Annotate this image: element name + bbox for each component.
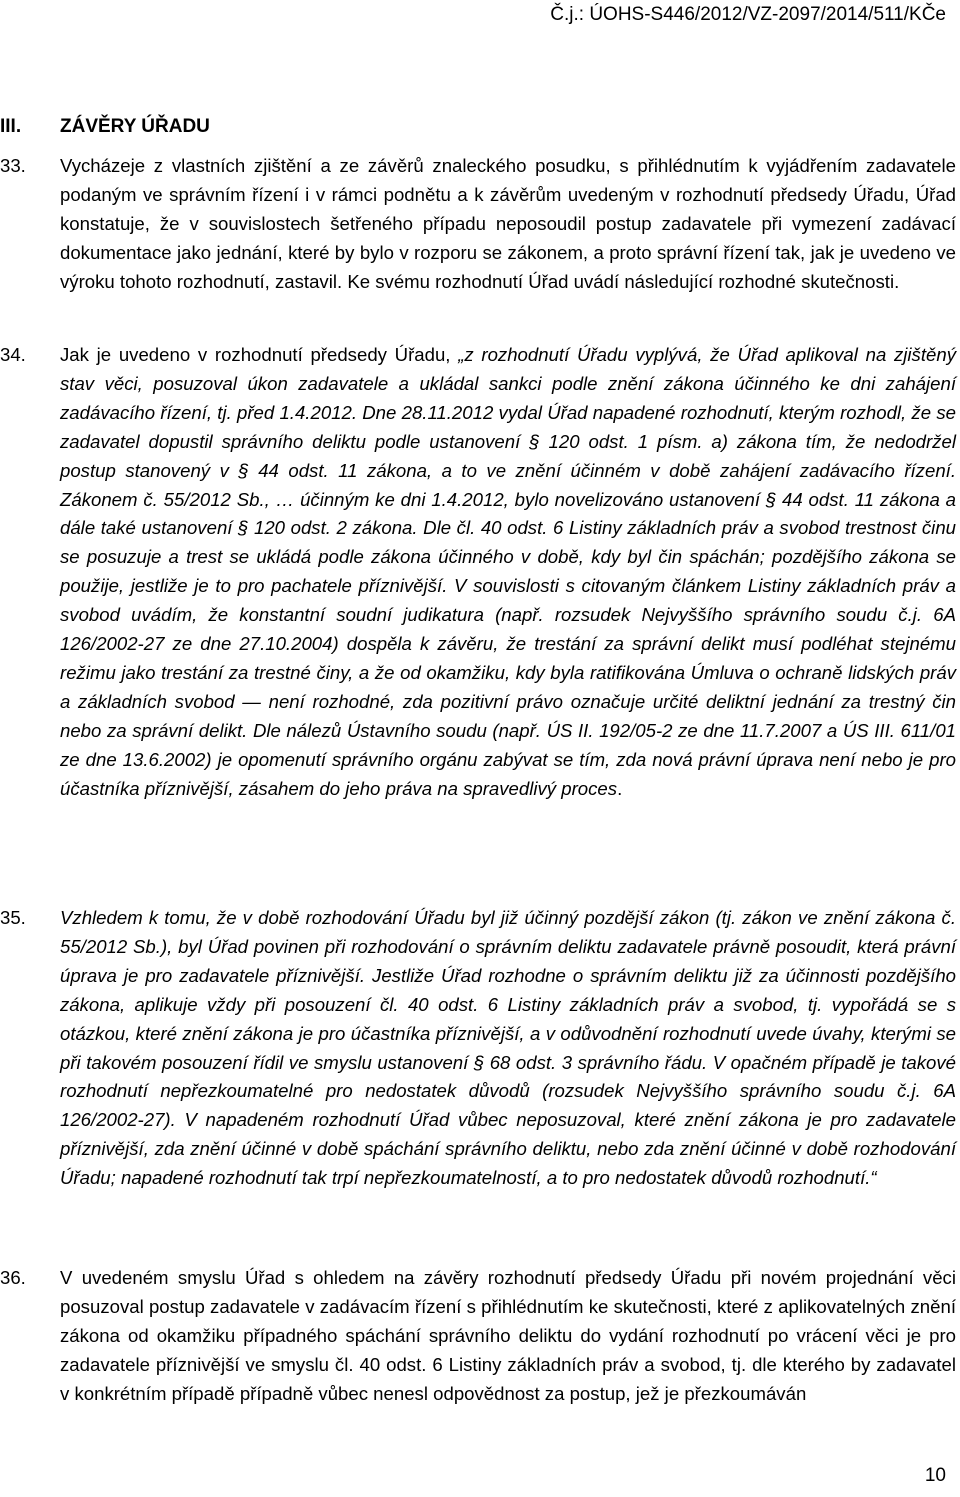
section-number: III.	[0, 116, 22, 137]
page-number: 10	[924, 1465, 946, 1486]
paragraph-36	[0, 1264, 958, 1409]
paragraph-text	[60, 904, 956, 1193]
paragraph-33	[0, 152, 958, 297]
paragraph-text	[60, 341, 956, 804]
paragraph-number: 34.	[0, 344, 26, 365]
text-segment: .	[617, 777, 623, 799]
section-title: ZÁVĚRY ÚŘADU	[60, 116, 210, 137]
text-segment: V uvedeném smyslu Úřad s ohledem na závěry rozhodnutí předsedy Úřadu při novém projednání věci posuzoval postup zadavatele v zadávacím řízení s přihlédnutím ke skutečnosti, které z aplikovatelných znění zákona od okamžiku případného spáchání správního deliktu do vydání rozhodnutí po vrácení věci je pro zadavatele příznivější ve smyslu čl. 40 odst. 6 Listiny základních práv a svobod, tj. dle kterého by zadavatel v konkrétním případě případně vůbec nenesl odpovědnost za postup, jež je přezkoumáván	[60, 1267, 956, 1404]
quoted-text-segment: Vzhledem k tomu, že v době rozhodování Úřadu byl již účinný pozdější zákon (tj. zákon ve znění zákona č. 55/2012 Sb.), byl Úřad povinen při rozhodování o správním deliktu zadavatele právně posoudit, která právní úprava je pro zadavatele příznivější. Jestliže Úřad rozhodne o správním deliktu již za účinnosti pozdějšího zákona, aplikuje vždy při posouzení čl. 40 odst. 6 Listiny základních práv a svobod, tj. vypořádá se s otázkou, které znění zákona je pro účastníka příznivější, a v odůvodnění rozhodnutí uvede úvahy, kterými se při takovém posouzení řídil ve smyslu ustanovení § 68 odst. 3 správního řádu. V opačném případě je takové rozhodnutí nepřezkoumatelné pro nedostatek důvodů (rozsudek Nejvyššího správního soudu č.j. 6A 126/2002-27). V napadeném rozhodnutí Úřad vůbec neposuzoval, které znění zákona je pro zadavatele příznivější, zda znění účinné v době spáchání správního deliktu, nebo zda znění účinné v době rozhodování Úřadu; napadené rozhodnutí tak trpí nepřezkoumatelností, a to pro nedostatek důvodů rozhodnutí.“	[60, 907, 956, 1189]
document-reference: Č.j.: ÚOHS-S446/2012/VZ-2097/2014/511/KČe	[550, 4, 946, 25]
text-segment: Jak je uvedeno v rozhodnutí předsedy Úřadu,	[60, 344, 459, 365]
paragraph-34	[0, 341, 958, 804]
paragraph-text	[60, 1264, 956, 1409]
quoted-text-segment: „z rozhodnutí Úřadu vyplývá, že Úřad aplikoval na zjištěný stav věci, posuzoval úkon zadavatele a ukládal sankci podle znění zákona účinného ke dni zahájení zadávacího řízení, tj. před 1.4.2012. Dne 28.11.2012 vydal Úřad napadené rozhodnutí, kterým rozhodl, že se zadavatel dopustil správního deliktu podle ustanovení § 120 odst. 1 písm. a) zákona tím, že nedodržel postup stanovený v § 44 odst. 11 zákona, a to ve znění účinném v době zahájení zadávacího řízení. Zákonem č. 55/2012 Sb., … účinným ke dni 1.4.2012, bylo novelizováno ustanovení § 44 odst. 11 zákona a dále také ustanovení § 120 odst. 2 zákona. Dle čl. 40 odst. 6 Listiny základních práv a svobod trestnost činu se posuzuje a trest se ukládá podle zákona účinného v době, kdy byl čin spáchán; pozdějšího zákona se použije, jestliže je to pro pachatele příznivější. V souvislosti s citovaným článkem Listiny základních práv a svobod uvádím, že konstantní soudní judikatura (např. rozsudek Nejvyššího správního soudu č.j. 6A 126/2002-27 ze dne 27.10.2004) dospěla k závěru, že trestání za správní delikt musí podléhat stejnému režimu jako trestání za trestné činy, a že od okamžiku, kdy byla ratifikována Úmluva o ochraně lidských práv a základních svobod — není rozhodné, zda pozitivní právo označuje určité deliktní jednání za trestný čin nebo za správní delikt. Dle nálezů Ústavního soudu (např. ÚS II. 192/05-2 ze dne 11.7.2007 a ÚS III. 611/01 ze dne 13.6.2002) je opomenutí správního orgánu zabývat se tím, zda nová právní úprava není nebo je pro účastníka příznivější, zásahem do jeho práva na spravedlivý proces	[60, 344, 957, 799]
section-heading	[0, 116, 210, 138]
text-segment: Vycházeje z vlastních zjištění a ze závěrů znaleckého posudku, s přihlédnutím k vyjádřením zadavatele podaným ve správním řízení i v rámci podnětu a k závěrům uvedeným v rozhodnutí předsedy Úřadu, Úřad konstatuje, že v souvislostech šetřeného případu neposoudil postup zadavatele při vymezení zadávací dokumentace jako jednání, které by bylo v rozporu se zákonem, a proto správní řízení tak, jak je uvedeno ve výroku tohoto rozhodnutí, zastavil. Ke svému rozhodnutí Úřad uvádí následující rozhodné skutečnosti.	[60, 155, 956, 292]
paragraph-text	[60, 152, 956, 297]
paragraph-number: 33.	[0, 155, 26, 176]
paragraph-number: 35.	[0, 907, 26, 928]
paragraph-number: 36.	[0, 1267, 26, 1288]
paragraph-35	[0, 904, 958, 1193]
